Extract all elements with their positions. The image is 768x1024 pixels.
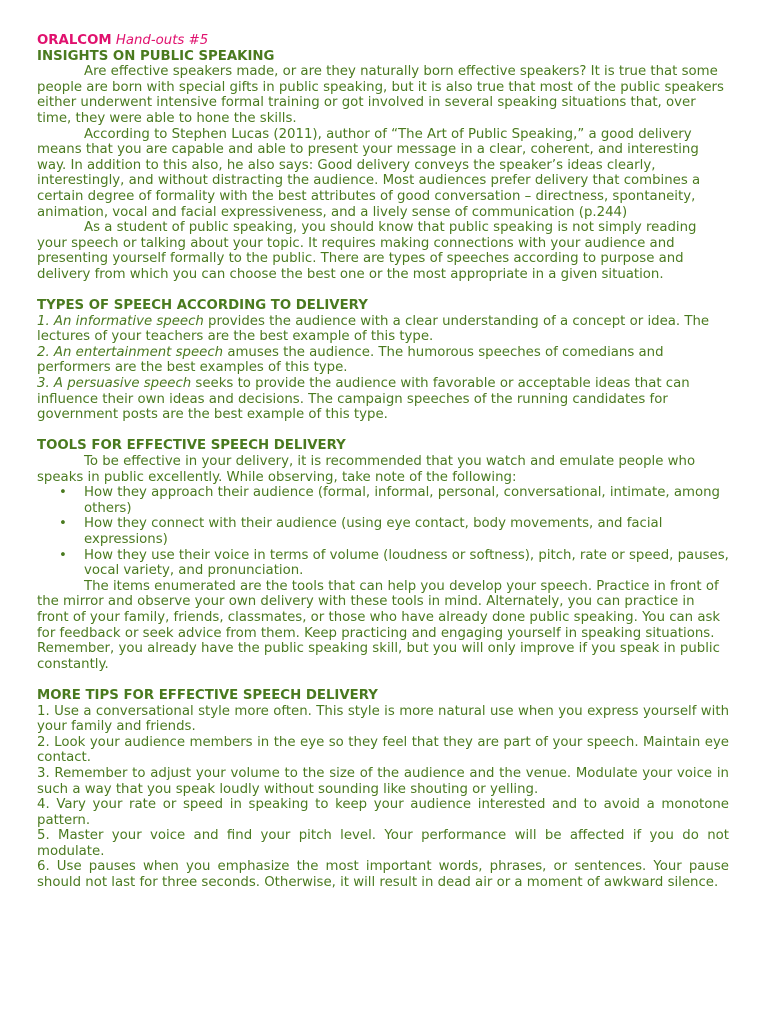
tips-item-4: 4. Vary your rate or speed in speaking to keep your audience interested and to avoid a monotone pattern.	[37, 797, 729, 828]
tools-heading: TOOLS FOR EFFECTIVE SPEECH DELIVERY	[37, 438, 346, 454]
tools-bullet-item	[37, 548, 729, 579]
types-item-entertainment	[37, 345, 729, 376]
insights-paragraph-3: As a student of public speaking, you should know that public speaking is not simply reading your speech or talking about your topic. It requires making connections with your audience and presenting yourself formally to the public. There are types of speeches according to purpose and delivery from which you can choose the best one or the most appropriate in a given situation.	[37, 220, 697, 282]
tips-item-1: 1. Use a conversational style more often. This style is more natural use when you express yourself with your family and friends.	[37, 703, 729, 735]
types-item-label: 1. An informative speech	[37, 313, 204, 329]
tools-bullet-text: How they approach their audience (formal, informal, personal, conversational, intimate, among others)	[84, 485, 720, 516]
tools-bullet-text: How they connect with their audience (using eye contact, body movements, and facial expressions)	[84, 516, 663, 547]
document-header	[37, 33, 729, 49]
types-item-label: 2. An entertainment speech	[37, 344, 224, 360]
tools-bullet-item	[37, 516, 729, 547]
tips-item-5: 5. Master your voice and find your pitch level. Your performance will be affected if you do not modulate.	[37, 828, 729, 859]
section-spacer	[37, 423, 729, 439]
insights-paragraph-2: According to Stephen Lucas (2011), author of “The Art of Public Speaking,” a good delivery means that you are capable and able to present your message in a clear, coherent, and interesting way. In addition to this also, he also says: Good delivery conveys the speaker’s ideas clearly, interestingly, and without distracting the audience. Most audiences prefer delivery that combines a certain degree of formality with the best attributes of good conversation – directness, spontaneity, animation, vocal and facial expressiveness, and a lively sense of communication (p.244)	[37, 126, 701, 220]
types-item-label: 3. A persuasive speech	[37, 376, 192, 392]
tools-bullet-item	[37, 485, 729, 516]
tips-item-2: 2. Look your audience members in the eye so they feel that they are part of your speech. Maintain eye contact.	[37, 734, 729, 766]
bullet-icon: •	[59, 547, 67, 563]
types-item-text: seeks to provide the audience with favorable or acceptable ideas that can influence their own ideas and decisions. The campaign speeches of the running candidates for government posts are the best example of this type.	[37, 376, 690, 423]
types-item-informative	[37, 314, 729, 345]
types-item-text: amuses the audience. The humorous speeches of comedians and performers are the best examples of this type.	[37, 344, 664, 376]
tools-bullet-text: How they use their voice in terms of volume (loudness or softness), pitch, rate or speed, pauses, vocal variety, and pronunciation.	[84, 547, 729, 579]
types-item-text: provides the audience with a clear understanding of a concept or idea. The lectures of your teachers are the best example of this type.	[37, 313, 710, 345]
types-heading: TYPES OF SPEECH ACCORDING TO DELIVERY	[37, 298, 368, 314]
tools-intro: To be effective in your delivery, it is recommended that you watch and emulate people who speaks in public excellently. While observing, take note of the following:	[37, 454, 696, 485]
handout-number: Hand-outs #5	[115, 33, 209, 48]
bullet-icon: •	[59, 516, 67, 532]
insights-paragraph-1: Are effective speakers made, or are they naturally born effective speakers? It is true that some people are born with special gifts in public speaking, but it is also true that most of the public speakers either underwent intensive formal training or got involved in several speaking situations that, over time, they were able to hone the skills.	[37, 64, 724, 126]
tips-heading: MORE TIPS FOR EFFECTIVE SPEECH DELIVERY	[37, 687, 378, 703]
types-item-persuasive	[37, 376, 729, 423]
tools-outro: The items enumerated are the tools that can help you develop your speech. Practice in front of the mirror and observe your own delivery with these tools in mind. Alternately, you can practice in front of your family, friends, classmates, or those who have already done public speaking. You can ask for feedback or seek advice from them. Keep practicing and engaging yourself in speaking situations. Remember, you already have the public speaking skill, but you will only improve if you speak in public constantly.	[37, 578, 721, 672]
course-title: ORALCOM	[37, 33, 112, 48]
bullet-icon: •	[59, 485, 67, 501]
section-spacer	[37, 672, 729, 688]
tips-item-3: 3. Remember to adjust your volume to the size of the audience and the venue. Modulate your voice in such a way that you speak loudly without sounding like shouting or yelling.	[37, 765, 729, 797]
tips-item-6: 6. Use pauses when you emphasize the most important words, phrases, or sentences. Your pause should not last for three seconds. Otherwise, it will result in dead air or a moment of awkward silence.	[37, 859, 729, 891]
section-spacer	[37, 283, 729, 299]
tools-bullet-list	[37, 485, 729, 579]
handout-page	[37, 33, 729, 891]
insights-heading: INSIGHTS ON PUBLIC SPEAKING	[37, 48, 275, 64]
